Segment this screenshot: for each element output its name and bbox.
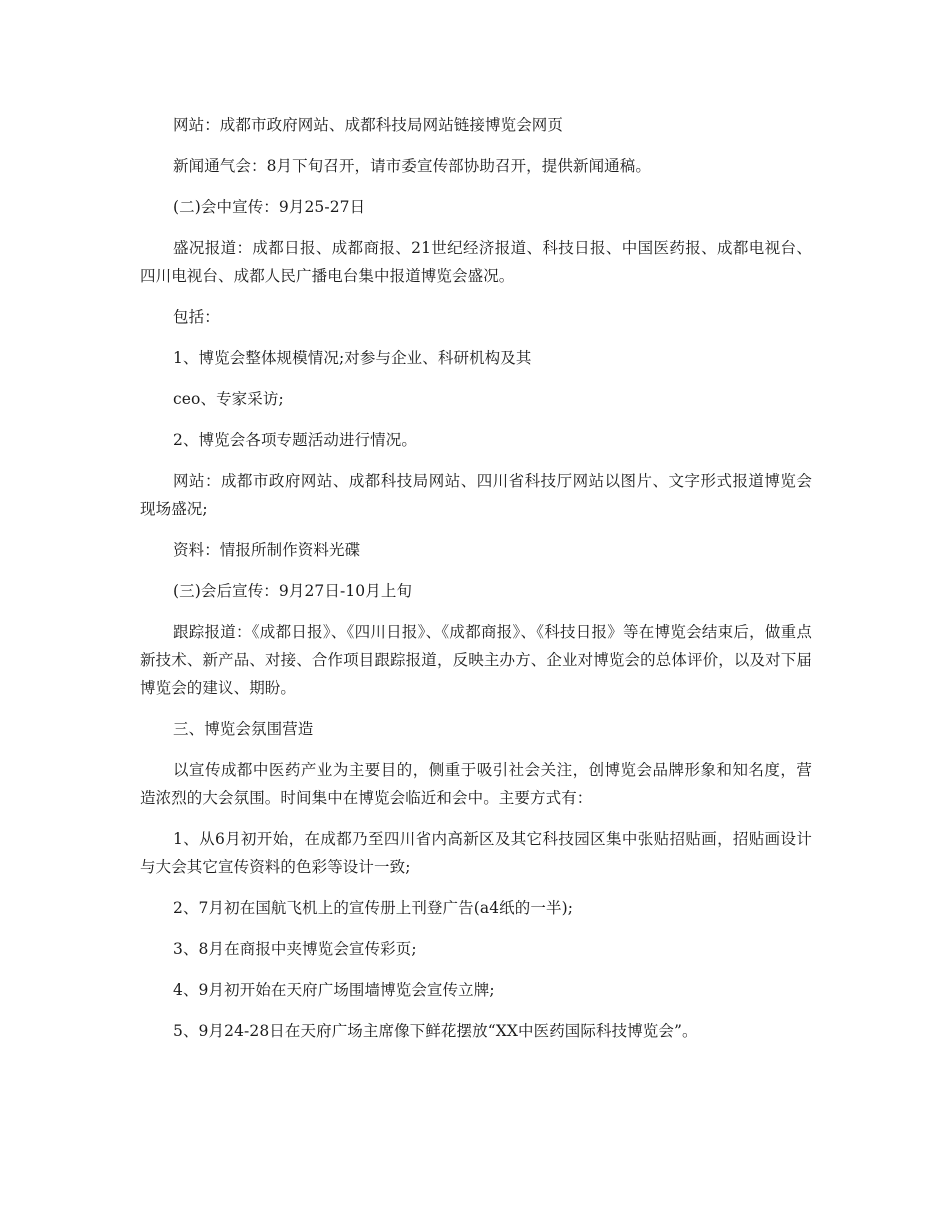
paragraph-atmosphere-intro: 以宣传成都中医药产业为主要目的，侧重于吸引社会关注，创博览会品牌形象和知名度，营造浓烈的大会氛围。时间集中在博览会临近和会中。主要方式有： bbox=[140, 761, 812, 807]
paragraph-press-conference: 新闻通气会：8月下旬召开，请市委宣传部协助召开，提供新闻通稿。 bbox=[173, 157, 651, 175]
paragraph-heading-after-event: (三)会后宣传：9月27日-10月上旬 bbox=[173, 582, 413, 600]
paragraph-item-1-cont: ceo、专家采访; bbox=[173, 390, 284, 408]
paragraph-method-5: 5、9月24-28日在天府广场主席像下鲜花摆放“XX中医药国际科技博览会”。 bbox=[173, 1022, 698, 1040]
paragraph-heading-during-event: (二)会中宣传：9月25-27日 bbox=[173, 198, 366, 216]
paragraph-follow-up: 跟踪报道：《成都日报》、《四川日报》、《成都商报》、《科技日报》等在博览会结束后，做重点新技术、新产品、对接、合作项目跟踪报道，反映主办方、企业对博览会的总体评价，以及对下届博览会的建议、期盼。 bbox=[140, 623, 812, 697]
paragraph-website-1: 网站：成都市政府网站、成都科技局网站链接博览会网页 bbox=[173, 116, 564, 134]
paragraph-grand-report: 盛况报道：成都日报、成都商报、21世纪经济报道、科技日报、中国医药报、成都电视台、四川电视台、成都人民广播电台集中报道博览会盛况。 bbox=[140, 239, 812, 285]
paragraph-method-4: 4、9月初开始在天府广场围墙博览会宣传立牌; bbox=[173, 981, 495, 999]
paragraph-materials: 资料：情报所制作资料光碟 bbox=[173, 541, 361, 559]
paragraph-item-2: 2、博览会各项专题活动进行情况。 bbox=[173, 431, 417, 449]
paragraph-method-2: 2、7月初在国航飞机上的宣传册上刊登广告(a4纸的一半); bbox=[173, 899, 574, 917]
paragraph-method-1: 1、从6月初开始，在成都乃至四川省内高新区及其它科技园区集中张贴招贴画，招贴画设计与大会其它宣传资料的色彩等设计一致; bbox=[140, 830, 812, 876]
paragraph-heading-atmosphere: 三、博览会氛围营造 bbox=[173, 720, 314, 738]
paragraph-includes: 包括： bbox=[173, 308, 220, 326]
paragraph-item-1: 1、博览会整体规模情况;对参与企业、科研机构及其 bbox=[173, 349, 532, 367]
paragraph-website-2: 网站：成都市政府网站、成都科技局网站、四川省科技厅网站以图片、文字形式报道博览会现场盛况; bbox=[140, 472, 812, 518]
paragraph-method-3: 3、8月在商报中夹博览会宣传彩页; bbox=[173, 940, 417, 958]
document-body bbox=[140, 111, 812, 1058]
